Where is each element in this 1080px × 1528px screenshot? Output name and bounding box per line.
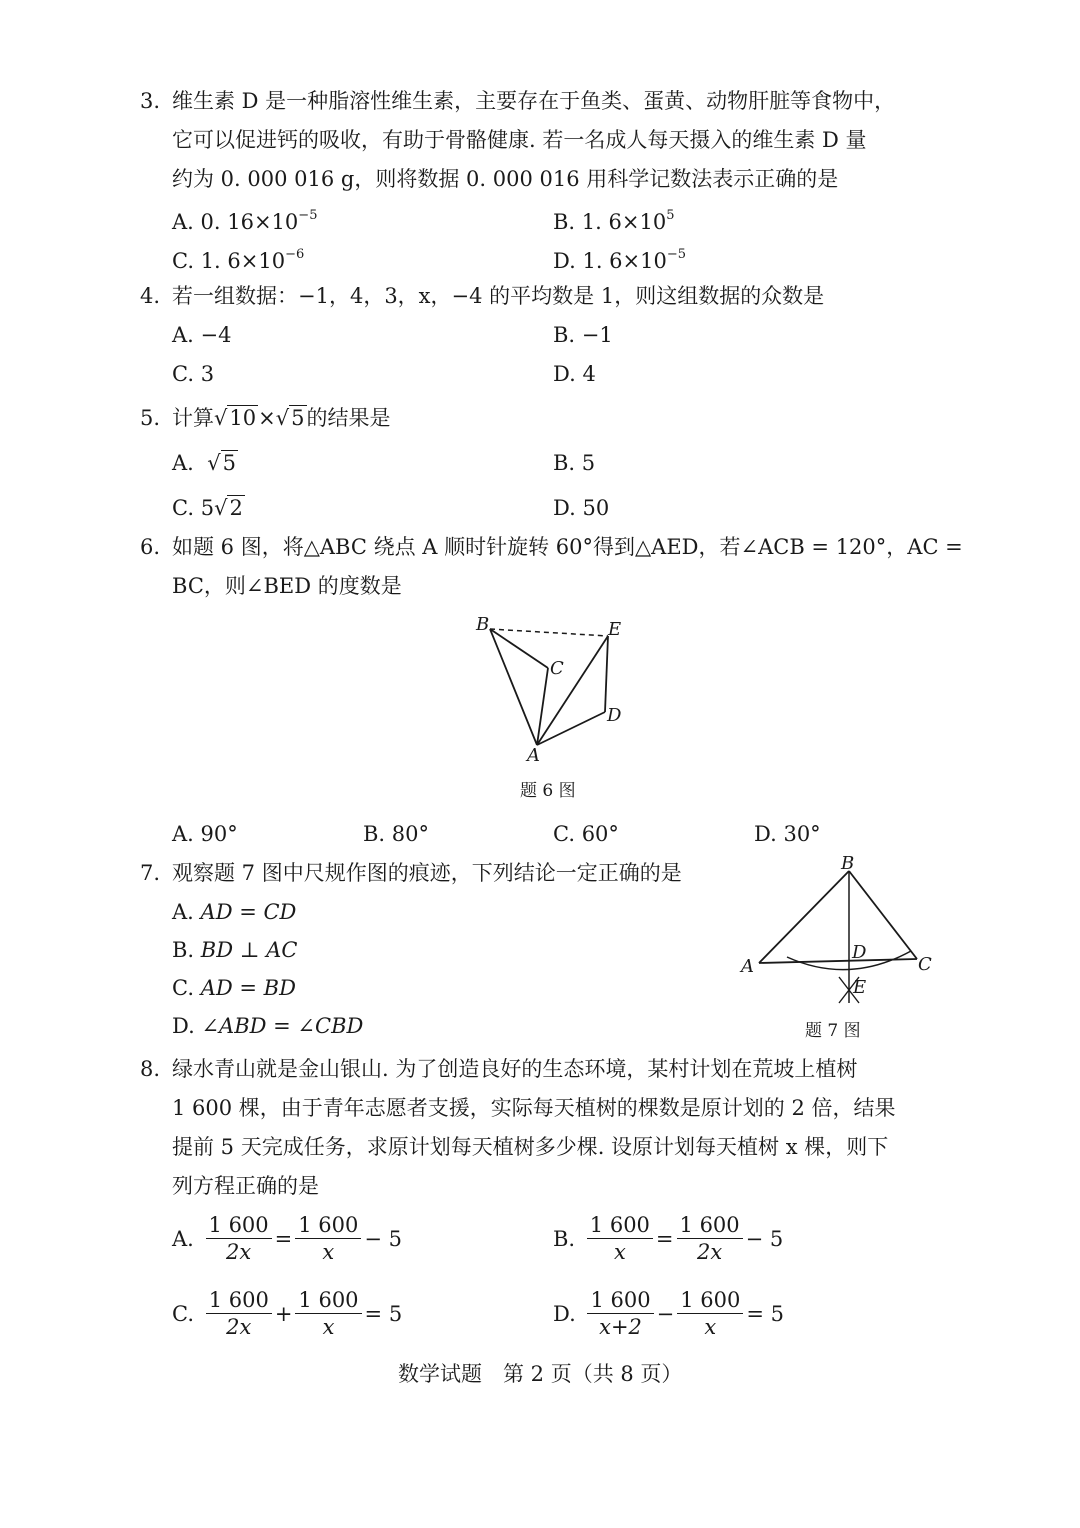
q8-option-a: A. $\frac{1 600}{2x}$ = $\frac{1 600}{x}$ − 5 (172, 1213, 403, 1264)
q3-number: 3. (140, 89, 161, 113)
q5-option-b: B. 5 (553, 451, 596, 475)
q4-text: 若一组数据：−1，4，3，x，−4 的平均数是 1，则这组数据的众数是 (172, 284, 825, 308)
q7-figure-caption: 题 7 图 (805, 1021, 861, 1041)
q6-option-d: D. 30° (754, 822, 821, 846)
q6-option-a: A. 90° (172, 822, 238, 846)
q3-option-d: D. 1. $6\times 10^{-5}$ (553, 247, 687, 273)
q3-option-c: C. 1. $6\times 10^{-6}$ (172, 247, 305, 273)
q7-label-c: C (918, 954, 932, 975)
q8-option-b: B. $\frac{1 600}{x}$ = $\frac{1 600}{2x}$ − 5 (553, 1213, 784, 1264)
q6-line-2: BC，则∠BED 的度数是 (172, 574, 402, 598)
q7-figure (735, 855, 940, 1010)
q5-radical-1: 10 (229, 406, 257, 430)
q5-option-d: D. 50 (553, 496, 610, 520)
q7-text: 观察题 7 图中尺规作图的痕迹，下列结论一定正确的是 (172, 861, 682, 885)
q3-line-1: 维生素 D 是一种脂溶性维生素，主要存在于鱼类、蛋黄、动物肝脏等食物中， (172, 89, 896, 113)
q3-line-2: 它可以促进钙的吸收，有助于骨骼健康. 若一名成人每天摄入的维生素 D 量 (172, 128, 867, 152)
q8-line-2: 1 600 棵，由于青年志愿者支援，实际每天植树的棵数是原计划的 2 倍，结果 (172, 1096, 896, 1120)
q6-label-d: D (607, 705, 622, 726)
q4-number: 4. (140, 284, 161, 308)
q6-segment-ed (605, 636, 608, 712)
q7-number: 7. (140, 861, 161, 885)
q8-option-d: D. $\frac{1 600}{x+2}$ − $\frac{1 600}{x}$ = 5 (553, 1288, 784, 1339)
q8-option-c: C. $\frac{1 600}{2x}$ + $\frac{1 600}{x}$ = 5 (172, 1288, 403, 1339)
q7-label-a: A (741, 956, 754, 977)
q6-number: 6. (140, 535, 161, 559)
q7-option-d: D. ∠ABD = ∠CBD (172, 1014, 364, 1038)
q5-option-c: C. 5√2 (172, 496, 243, 520)
q8-line-4: 列方程正确的是 (172, 1174, 319, 1198)
q6-segment-ca (537, 668, 548, 745)
q4-option-d: D. 4 (553, 362, 596, 386)
q6-label-a: A (527, 745, 540, 766)
page-footer: 数学试题 第 2 页（共 8 页） (398, 1362, 683, 1386)
q6-option-c: C. 60° (553, 822, 619, 846)
q7-segment-ab (759, 871, 849, 963)
q6-figure-caption: 题 6 图 (520, 781, 576, 801)
q8-line-3: 提前 5 天完成任务，求原计划每天植树多少棵. 设原计划每天植树 x 棵，则下 (172, 1135, 889, 1159)
q7-option-c: C. AD = BD (172, 976, 296, 1000)
q6-label-b: B (476, 614, 490, 635)
q6-label-c: C (550, 658, 564, 679)
q6-segment-ba (490, 629, 537, 745)
q6-label-e: E (608, 619, 622, 640)
q7-option-a: A. AD = CD (172, 900, 297, 924)
q5-number: 5. (140, 406, 161, 430)
q6-segment-be (490, 629, 608, 636)
q4-option-c: C. 3 (172, 362, 215, 386)
q7-option-b: B. BD ⊥ AC (172, 938, 298, 962)
q5-radical-2: 5 (291, 406, 305, 430)
q3-line-3: 约为 0. 000 016 g，则将数据 0. 000 016 用科学记数法表示正确的是 (172, 167, 839, 191)
q5-option-a: A. √5 (172, 451, 236, 475)
q6-line-1: 如题 6 图，将△ABC 绕点 A 顺时针旋转 60°得到△AED，若∠ACB = 120°，AC = (172, 535, 963, 559)
q5-text: 计算√10×√5的结果是 (172, 406, 391, 430)
q7-label-e: E (853, 977, 867, 998)
q3-option-a: A. 0. $16\times 10^{-5}$ (172, 208, 318, 234)
q8-number: 8. (140, 1057, 161, 1081)
q4-option-a: A. −4 (172, 323, 232, 347)
q7-label-d: D (852, 942, 867, 963)
q6-option-b: B. 80° (363, 822, 430, 846)
q7-label-b: B (841, 855, 855, 874)
q3-option-b: B. 1. $6\times 10^5$ (553, 208, 675, 234)
q8-line-1: 绿水青山就是金山银山. 为了创造良好的生态环境，某村计划在荒坡上植树 (172, 1057, 858, 1081)
q4-option-b: B. −1 (553, 323, 613, 347)
q6-figure (460, 608, 640, 768)
